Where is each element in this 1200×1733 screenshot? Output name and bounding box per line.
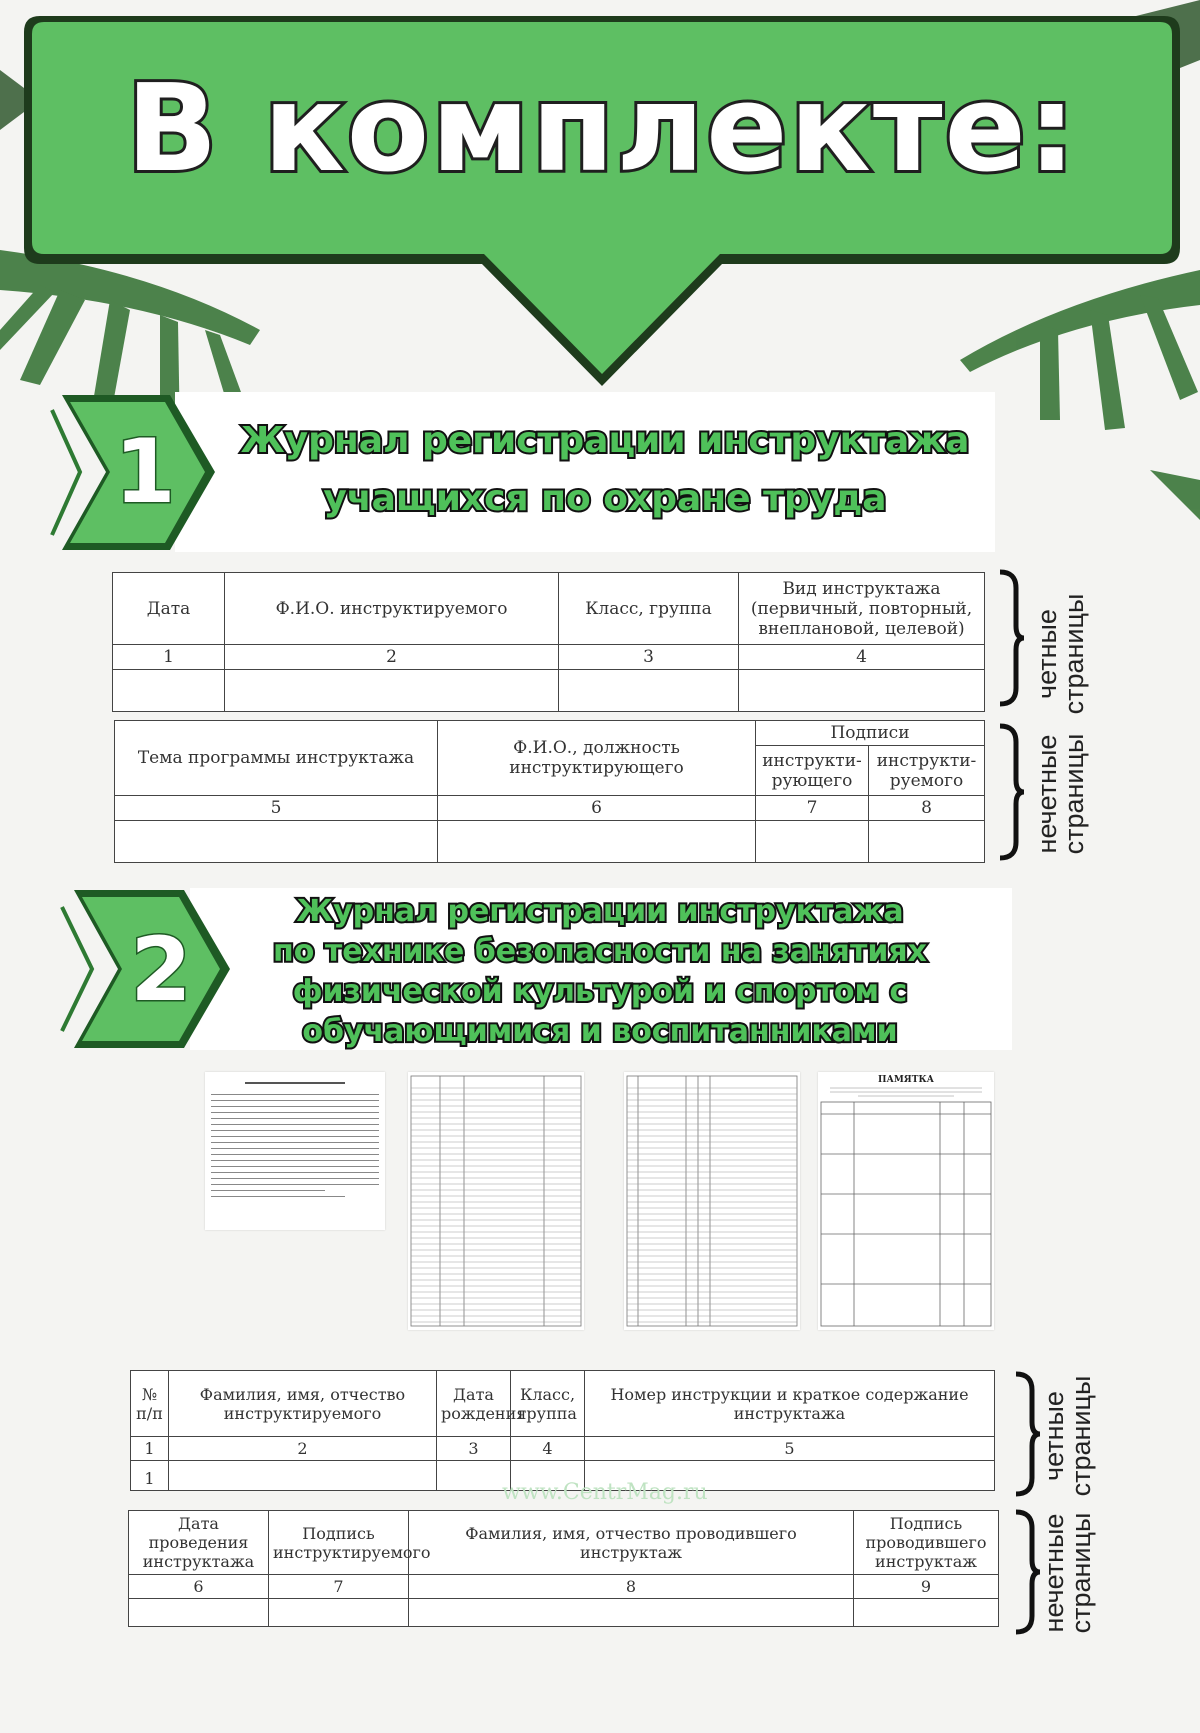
journal-page-preview-1 xyxy=(408,1072,584,1330)
section-2-title-line: физической культурой и спортом с xyxy=(292,974,908,1009)
column-number: 1 xyxy=(113,645,225,670)
column-header: Подписи xyxy=(756,721,985,746)
odd-pages-label-2 xyxy=(1041,1503,1103,1643)
memo-grid-preview xyxy=(818,1072,994,1330)
journal-1-odd-table xyxy=(114,720,985,863)
column-header: Фамилия, имя, отчество инструктируемого xyxy=(169,1371,437,1437)
column-header: Дата xyxy=(113,573,225,645)
column-sub-header: инструкти-рующего xyxy=(756,746,869,796)
even-pages-label-2 xyxy=(1041,1366,1103,1506)
column-header: Подпись проводившего инструктаж xyxy=(854,1511,999,1575)
table-cell xyxy=(225,670,559,712)
column-number: 2 xyxy=(225,645,559,670)
column-number: 5 xyxy=(585,1437,995,1461)
column-header: Класс, группа xyxy=(511,1371,585,1437)
column-header: Дата рождения xyxy=(437,1371,511,1437)
table-cell xyxy=(854,1599,999,1627)
table-cell xyxy=(559,670,739,712)
section-1-number: 1 xyxy=(114,420,176,523)
column-header: Вид инструктажа (первичный, повторный, внеплановой, целевой) xyxy=(739,573,985,645)
even-pages-label-text: четные страницы xyxy=(1039,1375,1096,1497)
section-2-title xyxy=(240,892,960,1052)
odd-pages-label-text: нечетные страницы xyxy=(1039,1512,1096,1634)
watermark: www.CentrMag.ru xyxy=(502,1480,708,1505)
column-header: Класс, группа xyxy=(559,573,739,645)
journal-2-odd-table xyxy=(128,1510,999,1627)
section-2-title-line: обучающимися и воспитанниками xyxy=(302,1014,898,1049)
column-number: 8 xyxy=(409,1575,854,1599)
journal-grid-preview-1 xyxy=(408,1072,584,1330)
column-header: Ф.И.О. инструктируемого xyxy=(225,573,559,645)
column-number: 4 xyxy=(739,645,985,670)
even-pages-label-text: четные страницы xyxy=(1032,593,1089,715)
memo-page-preview xyxy=(818,1072,994,1330)
column-sub-header: инструкти-руемого xyxy=(869,746,985,796)
column-number: 6 xyxy=(129,1575,269,1599)
table-cell xyxy=(169,1461,437,1491)
column-header: Подпись инструктируемого xyxy=(269,1511,409,1575)
table-cell xyxy=(756,821,869,863)
table-cell xyxy=(438,821,756,863)
section-2-title-line: по технике безопасности на занятиях xyxy=(273,934,927,969)
column-number: 7 xyxy=(756,796,869,821)
section-1-title-line: Журнал регистрации инструктажа xyxy=(240,420,970,461)
table-cell xyxy=(269,1599,409,1627)
column-number: 9 xyxy=(854,1575,999,1599)
section-2-number: 2 xyxy=(130,918,192,1021)
even-pages-brace-1 xyxy=(996,568,1026,708)
odd-pages-brace-1 xyxy=(996,722,1026,862)
column-header: Ф.И.О., должность инструктирующего xyxy=(438,721,756,796)
even-pages-brace-2 xyxy=(1012,1370,1042,1498)
column-header: Номер инструкции и краткое содержание инструктажа xyxy=(585,1371,995,1437)
table-cell xyxy=(869,821,985,863)
odd-pages-brace-2 xyxy=(1012,1508,1042,1636)
section-1-title-line: учащихся по охране труда xyxy=(323,478,887,520)
journal-2-even-table xyxy=(130,1370,995,1491)
column-header: Дата проведения инструктажа xyxy=(129,1511,269,1575)
section-1-title xyxy=(225,418,985,522)
table-cell xyxy=(739,670,985,712)
table-cell xyxy=(409,1599,854,1627)
table-cell xyxy=(113,670,225,712)
column-number: 5 xyxy=(115,796,438,821)
column-header: № п/п xyxy=(131,1371,169,1437)
page-title: В комплекте: xyxy=(126,60,1078,199)
column-number: 7 xyxy=(269,1575,409,1599)
column-number: 8 xyxy=(869,796,985,821)
table-cell xyxy=(437,1461,511,1491)
journal-page-preview-2 xyxy=(624,1072,800,1330)
column-number: 1 xyxy=(131,1437,169,1461)
table-cell xyxy=(115,821,438,863)
column-number: 3 xyxy=(437,1437,511,1461)
table-cell xyxy=(129,1599,269,1627)
column-header: Фамилия, имя, отчество проводившего инструктаж xyxy=(409,1511,854,1575)
section-2-title-line: Журнал регистрации инструктажа xyxy=(296,894,904,929)
table-cell: 1 xyxy=(131,1461,169,1491)
column-header: Тема программы инструктажа xyxy=(115,721,438,796)
column-number: 3 xyxy=(559,645,739,670)
column-number: 2 xyxy=(169,1437,437,1461)
odd-pages-label-text: нечетные страницы xyxy=(1032,733,1089,855)
journal-grid-preview-2 xyxy=(624,1072,800,1330)
column-number: 6 xyxy=(438,796,756,821)
memo-title: ПАМЯТКА xyxy=(878,1075,934,1085)
instruction-page-preview xyxy=(205,1072,385,1230)
odd-pages-label-1 xyxy=(1034,724,1096,864)
even-pages-label-1 xyxy=(1034,584,1096,724)
column-number: 4 xyxy=(511,1437,585,1461)
journal-1-even-table xyxy=(112,572,985,712)
